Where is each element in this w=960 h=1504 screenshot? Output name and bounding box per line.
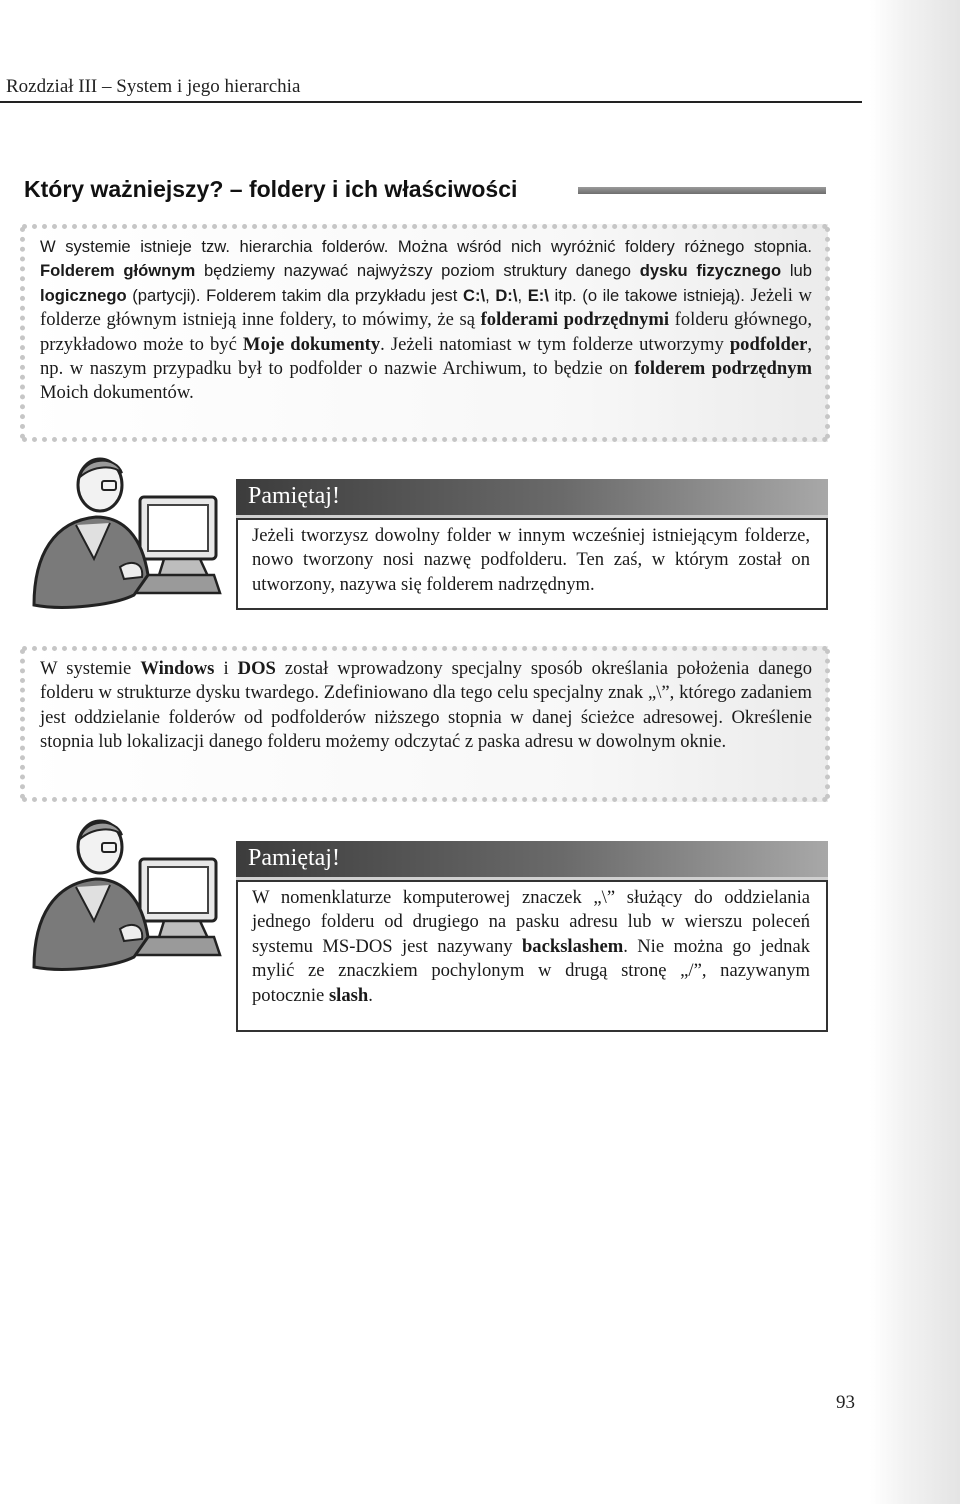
tip2-heading-text: Pamiętaj!: [248, 845, 340, 871]
page-edge-shade: [870, 0, 960, 1504]
tip1-heading: [236, 479, 828, 518]
windows-paragraph: W systemie Windows i DOS został wprowadzony specjalny sposób określania położenia danego folderu w strukturze dysku twardego. Zdefiniowano dla tego celu specjalny znak „\”, którego zadaniem jest oddzielanie folderów od podfolderów niższego stopnia w danej ścieżce adresowej. Określenie stopnia lub lokalizacji danego folderu możemy odczytać z paska adresu w dowolnym oknie.: [40, 658, 812, 753]
tip1-body: [236, 518, 828, 610]
section-title: Który ważniejszy? – foldery i ich właściwości: [24, 176, 518, 202]
man-at-computer-icon: [24, 817, 224, 977]
tip1-text: Jeżeli tworzysz dowolny folder w innym wcześniej istniejącym folderze, nowo tworzony nosi nazwę podfolderu. Ten zaś, w którym został on utworzony, nazywa się folderem nadrzędnym.: [252, 525, 810, 595]
intro-box: [22, 224, 828, 442]
tip2-body: [236, 880, 828, 1032]
title-decoration-bar: [578, 187, 826, 194]
intro-paragraph: W systemie istnieje tzw. hierarchia folderów. Można wśród nich wyróżnić foldery różnego stopnia. Folderem głównym będziemy nazywać najwyższy poziom struktury danego dysku fizycznego lub logicznego (partycji). Folderem takim dla przykładu jest C:\, D:\, E:\ itp. (o ile takowe istnieją). Jeżeli w folderze głównym istnieją inne foldery, to mówimy, że są folderami podrzędnymi folderu głównego, przykładowo może to być Moje dokumenty. Jeżeli natomiast w tym folderze utworzymy podfolder, np. w naszym przypadku był to podfolder o nazwie Archiwum, to będzie on folderem podrzędnym Moich dokumentów.: [40, 237, 812, 404]
tip2-text: W nomenklaturze komputerowej znaczek „\” służący do oddzielania jednego folderu od drugiego na pasku adresu lub w wierszu poleceń systemu MS-DOS jest nazywany backslashem. Nie można go jednak mylić ze znaczkiem pochylonym w drugą stronę „/”, nazywanym potocznie slash.: [252, 887, 810, 1006]
tip2-heading: [236, 841, 828, 880]
windows-box: [22, 646, 828, 802]
man-at-computer-icon: [24, 455, 224, 615]
page-number: 93: [836, 1392, 855, 1413]
header-rule: [0, 101, 862, 103]
tip1-heading-text: Pamiętaj!: [248, 483, 340, 509]
running-header: Rozdział III – System i jego hierarchia: [6, 76, 301, 97]
